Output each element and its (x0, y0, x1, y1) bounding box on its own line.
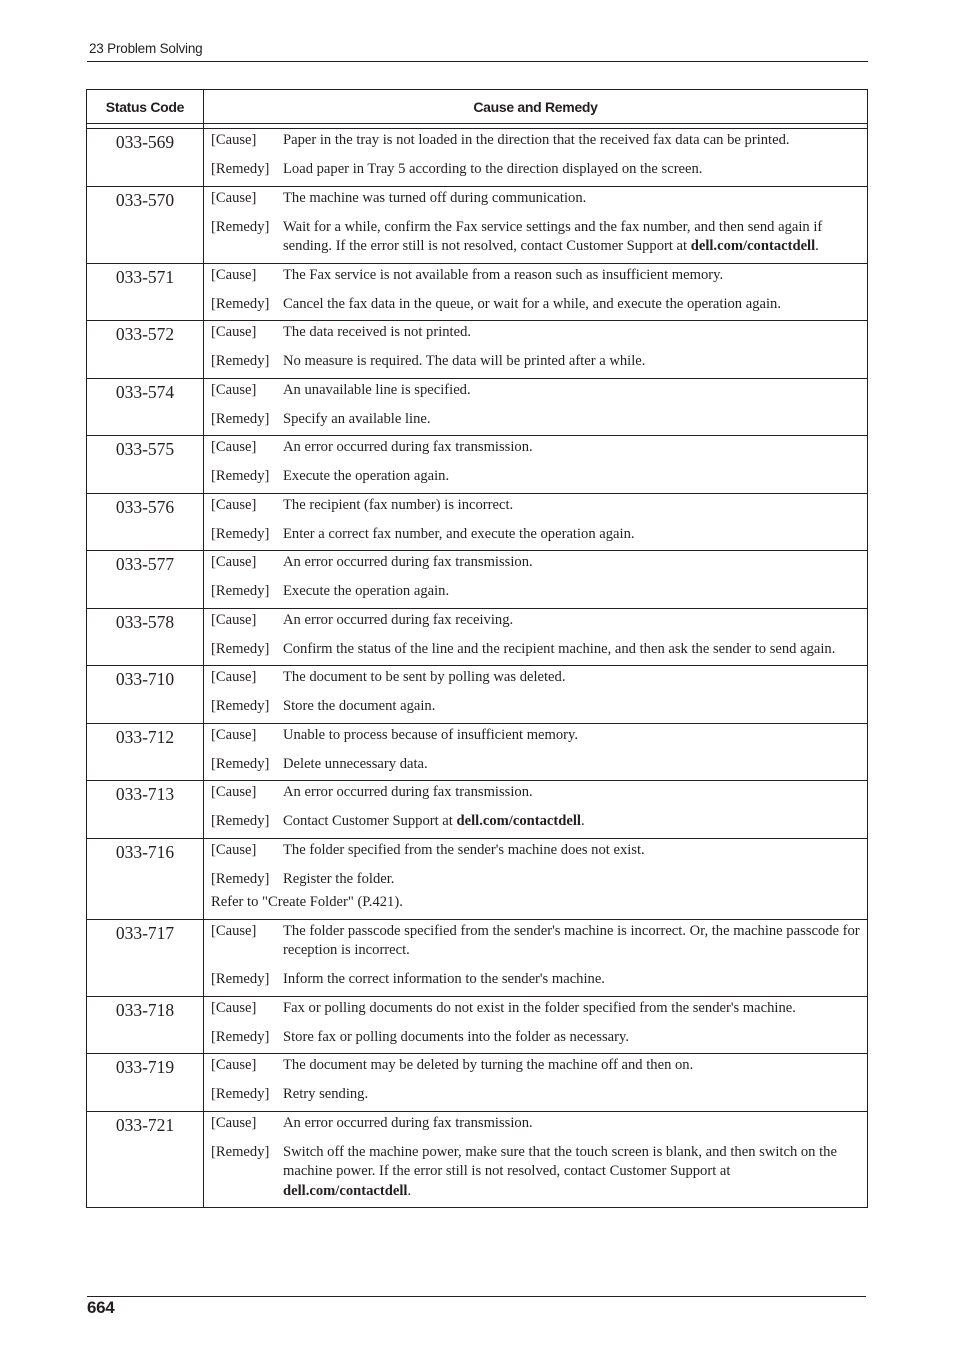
cause-and-remedy (204, 436, 868, 494)
page-number: 664 (87, 1298, 115, 1317)
line-body: No measure is required. The data will be printed after a while. (283, 353, 646, 369)
line-tag: [Remedy] (211, 525, 270, 542)
line-text (283, 1143, 861, 1202)
status-code: 033-572 (87, 321, 204, 379)
cause-and-remedy (204, 493, 868, 551)
line-text (283, 1114, 861, 1134)
header-rule (87, 61, 868, 62)
status-code: 033-718 (87, 996, 204, 1054)
line-tag: [Cause] (211, 1114, 257, 1131)
line-tag: [Remedy] (211, 870, 270, 887)
line-text (283, 755, 861, 775)
status-code: 033-574 (87, 378, 204, 436)
remedy-line (211, 970, 861, 990)
line-trailer: . (815, 238, 819, 254)
line-text (283, 218, 861, 257)
line-tag: [Remedy] (211, 698, 270, 714)
line-text (283, 640, 861, 660)
status-code: 033-716 (87, 838, 204, 919)
cause-line (211, 726, 861, 746)
table-row (87, 996, 868, 1054)
remedy-line (211, 582, 861, 602)
support-link[interactable]: dell.com/contactdell (690, 238, 816, 254)
line-body: Confirm the status of the line and the recipient machine, and then ask the sender to send again. (283, 640, 836, 657)
line-body: Load paper in Tray 5 according to the direction displayed on the screen. (283, 161, 703, 177)
table-row (87, 666, 868, 724)
cause-and-remedy (204, 608, 868, 666)
line-text (283, 160, 861, 180)
line-text (283, 189, 861, 209)
line-text (283, 783, 861, 803)
cause-line (211, 553, 861, 573)
line-tag: [Cause] (211, 554, 257, 570)
cause-line (211, 131, 861, 151)
line-text (283, 352, 861, 372)
cause-and-remedy (204, 723, 868, 781)
status-code-table (86, 89, 868, 1208)
line-text (283, 131, 861, 151)
table-row (87, 493, 868, 551)
line-tag: [Cause] (211, 726, 257, 743)
line-body: Delete unnecessary data. (283, 755, 428, 772)
line-body: An error occurred during fax transmission. (283, 554, 533, 570)
status-code: 033-575 (87, 436, 204, 494)
table-row (87, 551, 868, 609)
cause-and-remedy (204, 1054, 868, 1112)
line-tag: [Cause] (211, 669, 257, 685)
table-row (87, 1111, 868, 1208)
line-text (283, 726, 861, 746)
line-body: Register the folder. (283, 870, 395, 887)
table-row (87, 378, 868, 436)
remedy-line (211, 1143, 861, 1202)
line-trailer: . (407, 1182, 412, 1199)
cause-line (211, 189, 861, 209)
cause-and-remedy (204, 996, 868, 1054)
line-tag: [Remedy] (211, 813, 270, 829)
cause-line (211, 668, 861, 688)
line-text (283, 1056, 861, 1076)
line-tag: [Cause] (211, 784, 257, 800)
table-header-row (87, 90, 868, 124)
line-tag: [Cause] (211, 189, 257, 206)
cause-and-remedy (204, 551, 868, 609)
line-tag: [Remedy] (211, 1086, 270, 1102)
line-body: Wait for a while, confirm the Fax service settings and the fax number, and then send again if sending. If the error still is not resolved, contact Customer Support at (283, 218, 823, 254)
line-tag: [Cause] (211, 439, 257, 455)
table-row (87, 263, 868, 321)
line-tag: [Cause] (211, 132, 257, 148)
line-text (283, 438, 861, 458)
cause-line (211, 438, 861, 458)
line-tag: [Remedy] (211, 161, 270, 177)
remedy-line (211, 1085, 861, 1105)
line-tag: [Remedy] (211, 755, 270, 772)
table-row (87, 1054, 868, 1112)
table-row (87, 129, 868, 187)
cause-line (211, 381, 861, 401)
line-body: The document to be sent by polling was deleted. (283, 669, 566, 685)
line-body: Fax or polling documents do not exist in the folder specified from the sender's machine. (283, 999, 796, 1016)
cause-line (211, 922, 861, 961)
remedy-line (211, 870, 861, 890)
line-text (283, 841, 861, 861)
table-body (87, 129, 868, 1208)
support-link[interactable]: dell.com/contactdell (456, 813, 581, 829)
remedy-line (211, 1028, 861, 1048)
line-body: Execute the operation again. (283, 583, 450, 599)
cause-and-remedy (204, 781, 868, 839)
line-body: The folder specified from the sender's machine does not exist. (283, 841, 645, 858)
line-body: Contact Customer Support at (283, 813, 457, 829)
line-text (283, 611, 861, 631)
line-tag: [Remedy] (211, 640, 270, 657)
line-text (283, 870, 861, 890)
status-code: 033-578 (87, 608, 204, 666)
table-row (87, 321, 868, 379)
table-row (87, 919, 868, 996)
line-body: An error occurred during fax transmission. (283, 1114, 533, 1131)
status-code: 033-710 (87, 666, 204, 724)
line-trailer: . (580, 813, 585, 829)
line-text (283, 381, 861, 401)
status-code: 033-569 (87, 129, 204, 187)
remedy-line (211, 410, 861, 430)
line-text (283, 922, 861, 961)
remedy-line (211, 697, 861, 717)
column-header-cause-and-remedy: Cause and Remedy (204, 90, 868, 124)
reference-note: Refer to "Create Folder" (P.421). (211, 894, 403, 910)
remedy-line (211, 812, 861, 832)
cause-line (211, 611, 861, 631)
line-tag: [Remedy] (211, 218, 270, 235)
cause-line (211, 323, 861, 343)
cause-line (211, 1114, 861, 1134)
line-body: Store fax or polling documents into the folder as necessary. (283, 1028, 629, 1045)
cause-and-remedy (204, 919, 868, 996)
line-tag: [Cause] (211, 922, 257, 939)
table-row (87, 838, 868, 919)
cause-line (211, 999, 861, 1019)
remedy-line (211, 525, 861, 545)
line-text (283, 295, 861, 315)
line-text (283, 266, 861, 286)
line-text (283, 697, 861, 717)
line-text (283, 999, 861, 1019)
line-text (283, 525, 861, 545)
cause-line (211, 783, 861, 803)
table-row (87, 608, 868, 666)
line-tag: [Remedy] (211, 468, 270, 484)
table-row (87, 781, 868, 839)
line-text (283, 970, 861, 990)
line-body: Paper in the tray is not loaded in the direction that the received fax data can be printed. (283, 132, 790, 148)
line-text (283, 668, 861, 688)
running-header: 23 Problem Solving (89, 41, 203, 56)
line-body: The recipient (fax number) is incorrect. (283, 496, 514, 513)
cause-and-remedy (204, 378, 868, 436)
cause-and-remedy (204, 129, 868, 187)
cause-and-remedy (204, 666, 868, 724)
line-tag: [Remedy] (211, 1143, 270, 1160)
line-body: The machine was turned off during communication. (283, 189, 587, 206)
line-tag: [Remedy] (211, 353, 270, 369)
table-row (87, 186, 868, 263)
status-code: 033-719 (87, 1054, 204, 1112)
line-body: Unable to process because of insufficient memory. (283, 726, 579, 743)
line-body: The document may be deleted by turning the machine off and then on. (283, 1057, 694, 1073)
line-tag: [Cause] (211, 611, 257, 628)
line-body: Inform the correct information to the sender's machine. (283, 971, 605, 987)
cause-line (211, 841, 861, 861)
line-tag: [Cause] (211, 496, 257, 513)
cause-and-remedy (204, 263, 868, 321)
line-tag: [Remedy] (211, 1028, 270, 1045)
table-row (87, 436, 868, 494)
table-row (87, 723, 868, 781)
remedy-line (211, 295, 861, 315)
line-tag: [Cause] (211, 999, 257, 1016)
status-code: 033-570 (87, 186, 204, 263)
remedy-line (211, 755, 861, 775)
remedy-line (211, 160, 861, 180)
remedy-line (211, 467, 861, 487)
line-body: The folder passcode specified from the sender's machine is incorrect. Or, the machine passcode for reception is incorrect. (283, 922, 860, 958)
line-body: Execute the operation again. (283, 468, 450, 484)
line-tag: [Cause] (211, 1057, 257, 1073)
status-code: 033-721 (87, 1111, 204, 1208)
line-text (283, 410, 861, 430)
line-text (283, 812, 861, 832)
cause-line (211, 1056, 861, 1076)
line-tag: [Cause] (211, 841, 257, 858)
line-text (283, 496, 861, 516)
line-body: An error occurred during fax transmission. (283, 784, 533, 800)
line-body: The Fax service is not available from a reason such as insufficient memory. (283, 266, 724, 283)
cause-and-remedy (204, 186, 868, 263)
line-tag: [Cause] (211, 381, 257, 398)
line-body: Retry sending. (283, 1086, 369, 1102)
status-code: 033-712 (87, 723, 204, 781)
cause-line (211, 266, 861, 286)
status-code: 033-577 (87, 551, 204, 609)
line-body: Specify an available line. (283, 410, 431, 427)
cause-line (211, 496, 861, 516)
remedy-line (211, 352, 861, 372)
line-tag: [Remedy] (211, 583, 270, 599)
column-header-status-code: Status Code (87, 90, 204, 124)
support-link[interactable]: dell.com/contactdell (283, 1182, 408, 1199)
footer-rule (87, 1296, 866, 1297)
line-body: Cancel the fax data in the queue, or wait for a while, and execute the operation again. (283, 295, 782, 312)
status-code: 033-571 (87, 263, 204, 321)
line-body: The data received is not printed. (283, 324, 472, 340)
line-tag: [Cause] (211, 324, 257, 340)
remedy-line (211, 218, 861, 257)
line-tag: [Cause] (211, 266, 257, 283)
line-text (283, 1085, 861, 1105)
line-body: Enter a correct fax number, and execute the operation again. (283, 525, 635, 542)
line-text (283, 582, 861, 602)
line-body: An error occurred during fax receiving. (283, 611, 514, 628)
line-text (283, 1028, 861, 1048)
line-body: Store the document again. (283, 698, 436, 714)
line-text (283, 553, 861, 573)
line-body: Switch off the machine power, make sure that the touch screen is blank, and then switch on the machine power. If the error still is not resolved, contact Customer Support at (283, 1143, 837, 1179)
cause-and-remedy (204, 321, 868, 379)
line-tag: [Remedy] (211, 295, 270, 312)
remedy-line (211, 640, 861, 660)
cause-and-remedy (204, 838, 868, 919)
status-code: 033-713 (87, 781, 204, 839)
line-text (283, 323, 861, 343)
status-code: 033-576 (87, 493, 204, 551)
cause-and-remedy (204, 1111, 868, 1208)
line-body: An unavailable line is specified. (283, 381, 471, 398)
line-text (283, 467, 861, 487)
line-body: An error occurred during fax transmission. (283, 439, 533, 455)
status-code: 033-717 (87, 919, 204, 996)
line-tag: [Remedy] (211, 971, 270, 987)
line-tag: [Remedy] (211, 410, 270, 427)
